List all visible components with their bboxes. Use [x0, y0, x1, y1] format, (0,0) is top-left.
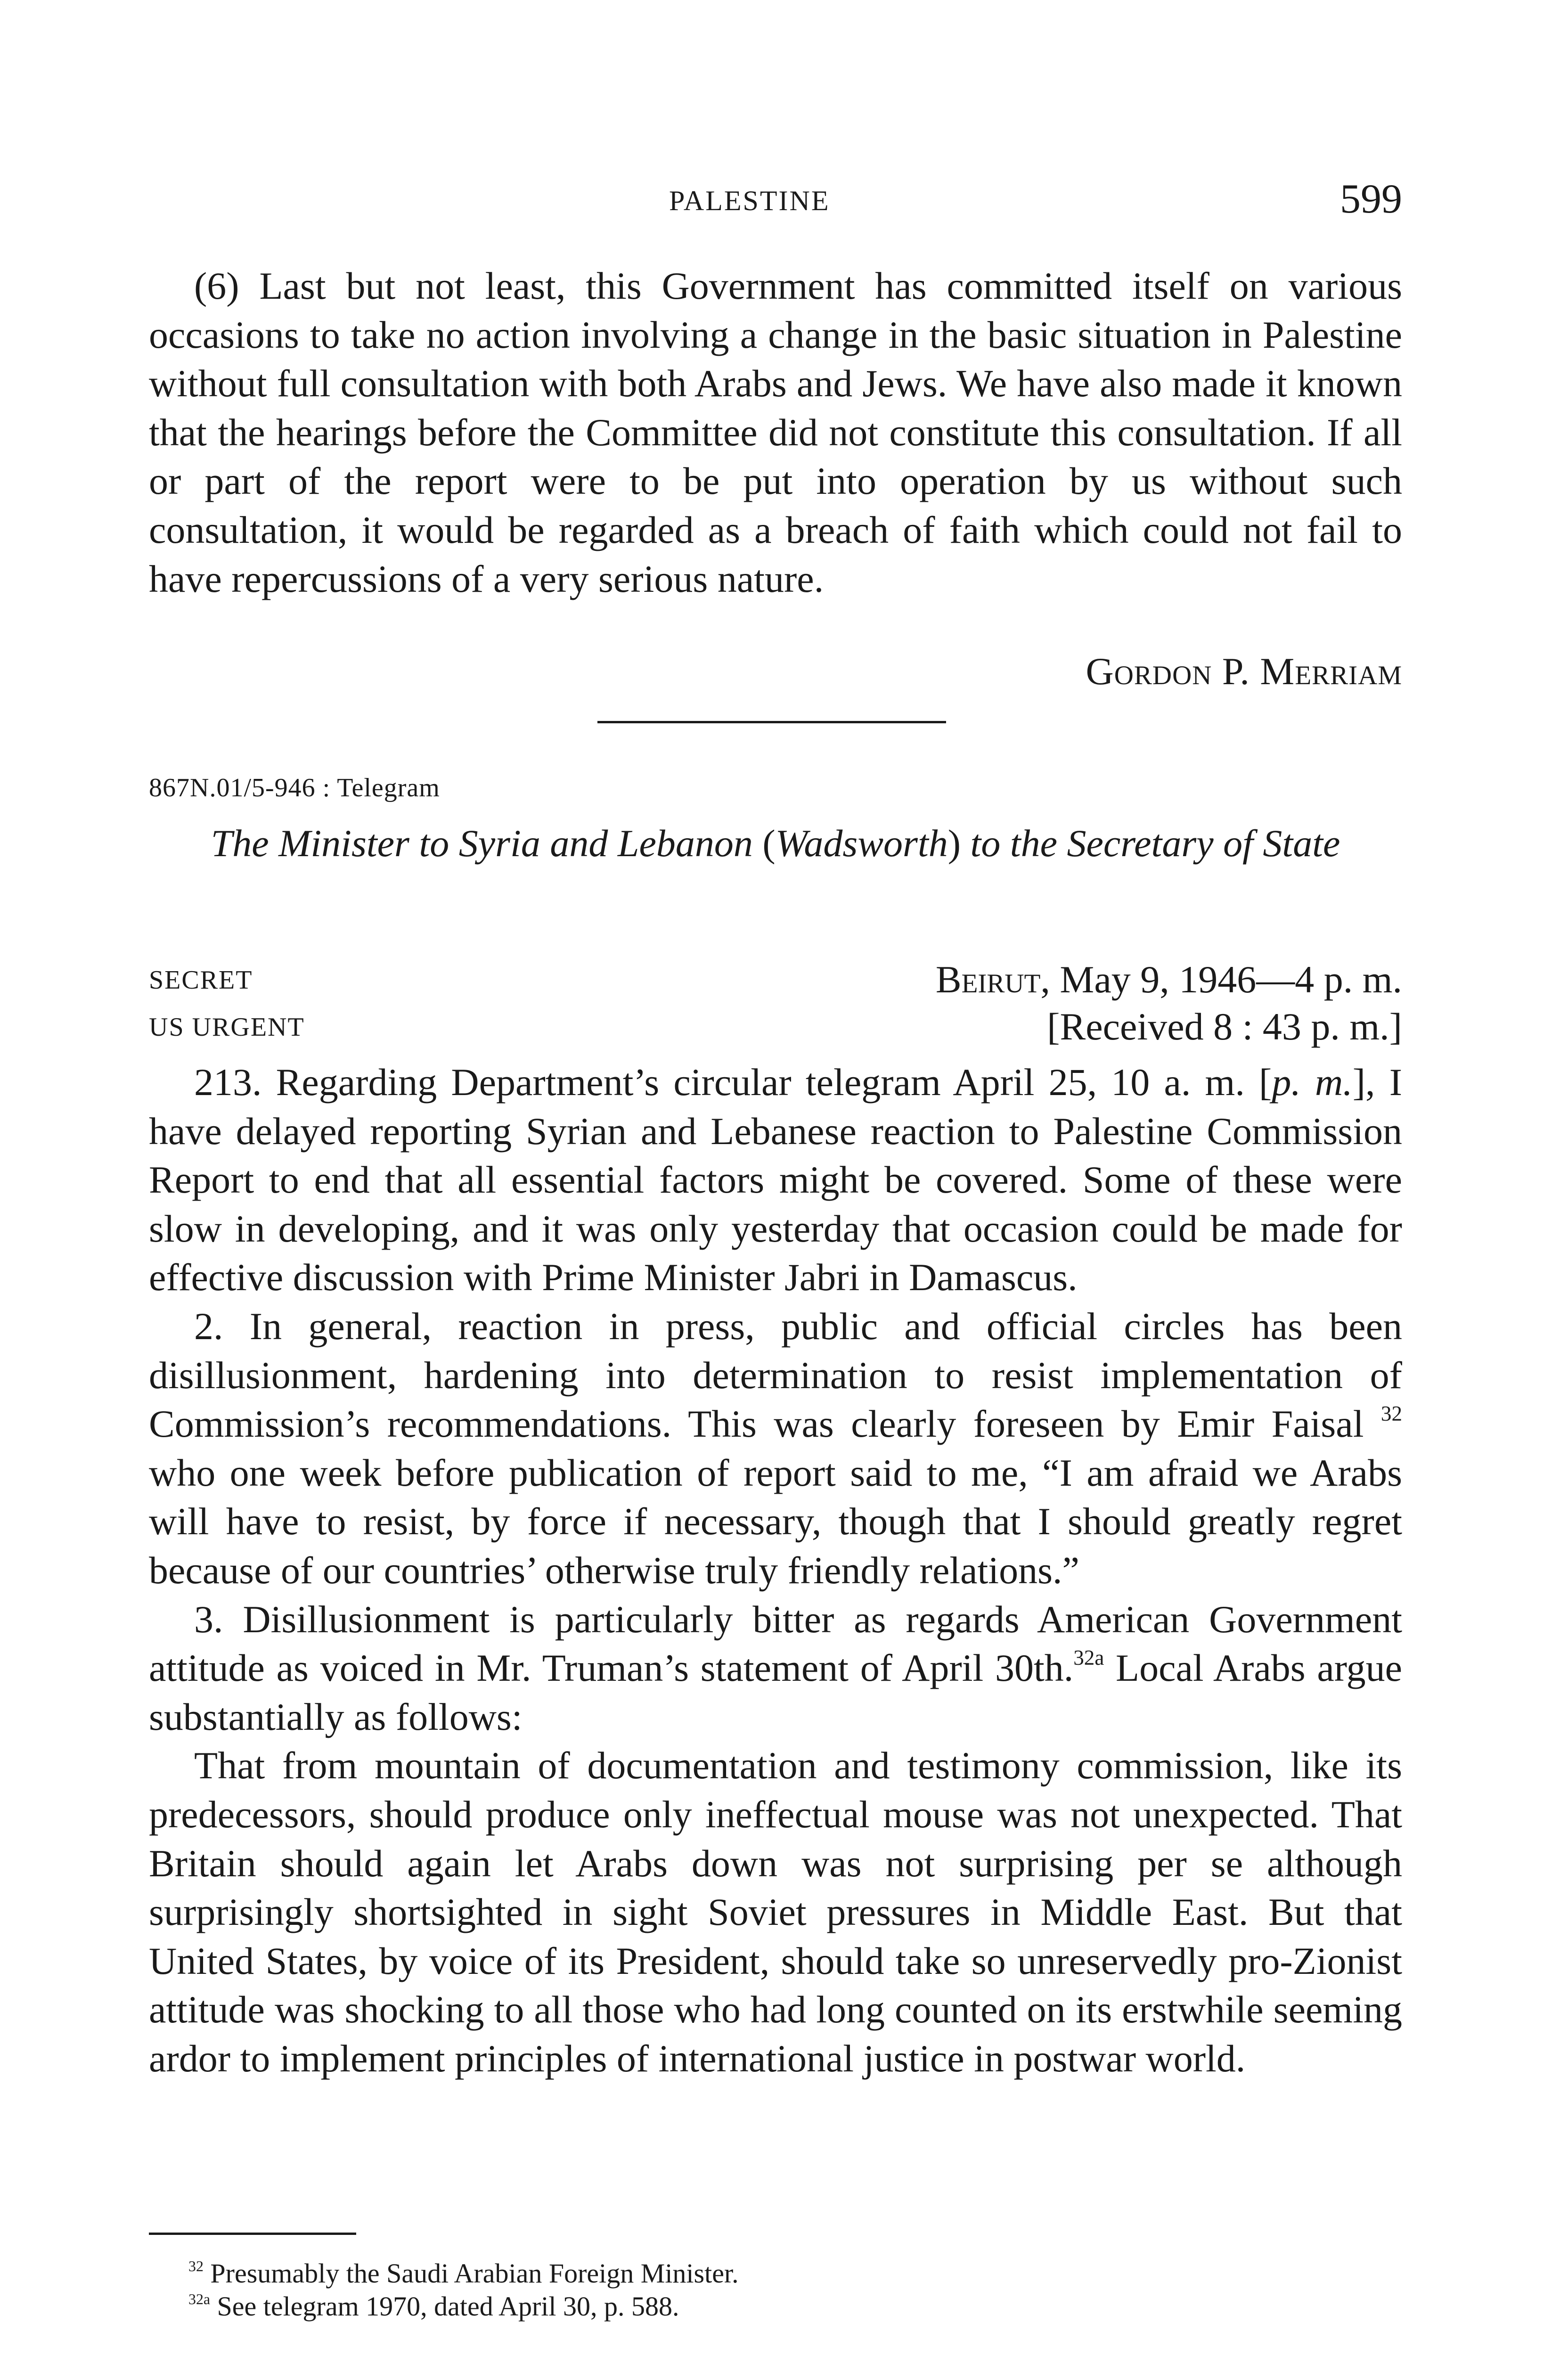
footnote-mark: 32: [188, 2258, 204, 2275]
document-title: [149, 820, 1402, 867]
p2-text-a: 2. In general, reaction in press, public and official circles has been disillusionment, hardening into determination to resist implementation of Commission’s recommendations. This was clearly foreseen by Emir Faisal: [149, 1304, 1402, 1446]
signature: Gordon P. Merriam: [1086, 650, 1402, 693]
footnote-ref-32: 32: [1380, 1402, 1402, 1426]
classification-secret: SECRET: [149, 965, 253, 995]
footnote-text: Presumably the Saudi Arabian Foreign Minister.: [210, 2258, 739, 2289]
telegram-paragraph-2: [149, 1302, 1402, 1595]
footnote-text: See telegram 1970, dated April 30, p. 588.: [217, 2291, 679, 2322]
p2-text-b: who one week before publication of report said to me, “I am afraid we Arabs will have to resist, by force if necessary, though that I should greatly regret because of our countries’ otherwise truly friendly relations.”: [149, 1451, 1402, 1592]
classification-urgent: US URGENT: [149, 1013, 305, 1042]
dateline-date: May 9, 1946—4 p. m.: [1060, 958, 1402, 1001]
telegram-paragraph-4: That from mountain of documentation and testimony commission, like its predecessors, should produce only ineffectual mouse was not unexpected. That Britain should again let Arabs down was not surprising per se although surprisingly shortsighted in sight Soviet pressures in Middle East. But that United States, by voice of its President, should take so unreservedly pro-Zionist attitude was shocking to all those who had long counted on its erstwhile seeming ardor to implement principles of international justice in postwar world.: [149, 1744, 1402, 2080]
footnote-32: [188, 2257, 739, 2290]
p3-text-a: 3. Disillusionment is particularly bitter as regards American Government attitude as voiced in Mr. Truman’s statement of April 30th.: [149, 1597, 1402, 1690]
p1-text-a: 213. Regarding Department’s circular telegram April 25, 10 a. m. [: [194, 1061, 1272, 1104]
p3-text-b: Local Arabs argue substantially as follows:: [149, 1646, 1402, 1738]
section-divider: [597, 721, 946, 723]
title-paren-close: ): [947, 822, 961, 865]
title-part-2: to the Secretary of State: [970, 822, 1340, 865]
file-reference: 867N.01/5-946 : Telegram: [149, 773, 440, 802]
title-paren-open: (: [762, 822, 776, 865]
footnote-divider: [149, 2233, 356, 2235]
memo-paragraph-text: (6) Last but not least, this Government has committed itself on various occasions to take no action involving a change in the basic situation in Palestine without full consultation with both Arabs and Jews. We have also made it known that the hearings before the Committee did not constitute this consultation. If all or part of the report were to be put into operation by us without such consultation, it would be regarded as a breach of faith which could not fail to have repercussions of a very serious nature.: [149, 264, 1402, 600]
telegram-paragraph-1: [149, 1058, 1402, 1302]
received-time: [Received 8 : 43 p. m.]: [1047, 1005, 1402, 1048]
p1-italic: p. m.: [1272, 1061, 1353, 1104]
title-name: Wadsworth: [775, 822, 948, 865]
footnote-mark: 32a: [188, 2291, 211, 2308]
telegram-body: [149, 1058, 1402, 2083]
running-head: PALESTINE: [669, 185, 830, 216]
title-part-1: The Minister to Syria and Lebanon: [211, 822, 753, 865]
footnote-ref-32a: 32a: [1073, 1646, 1104, 1670]
page-number: 599: [1340, 176, 1402, 222]
footnote-32a: [188, 2290, 739, 2323]
memo-paragraph: [149, 262, 1402, 603]
p1-text-b: ], I have delayed reporting Syrian and Lebanese reaction to Palestine Commission Report to end that all essential factors might be covered. Some of these were slow in developing, and it was only yesterday that occasion could be made for effective discussion with Prime Minister Jabri in Damascus.: [149, 1061, 1403, 1299]
dateline-place: Beirut,: [935, 958, 1050, 1001]
telegram-paragraph-3: [149, 1595, 1402, 1742]
dateline: [936, 957, 1402, 1002]
footnotes: [188, 2257, 739, 2323]
